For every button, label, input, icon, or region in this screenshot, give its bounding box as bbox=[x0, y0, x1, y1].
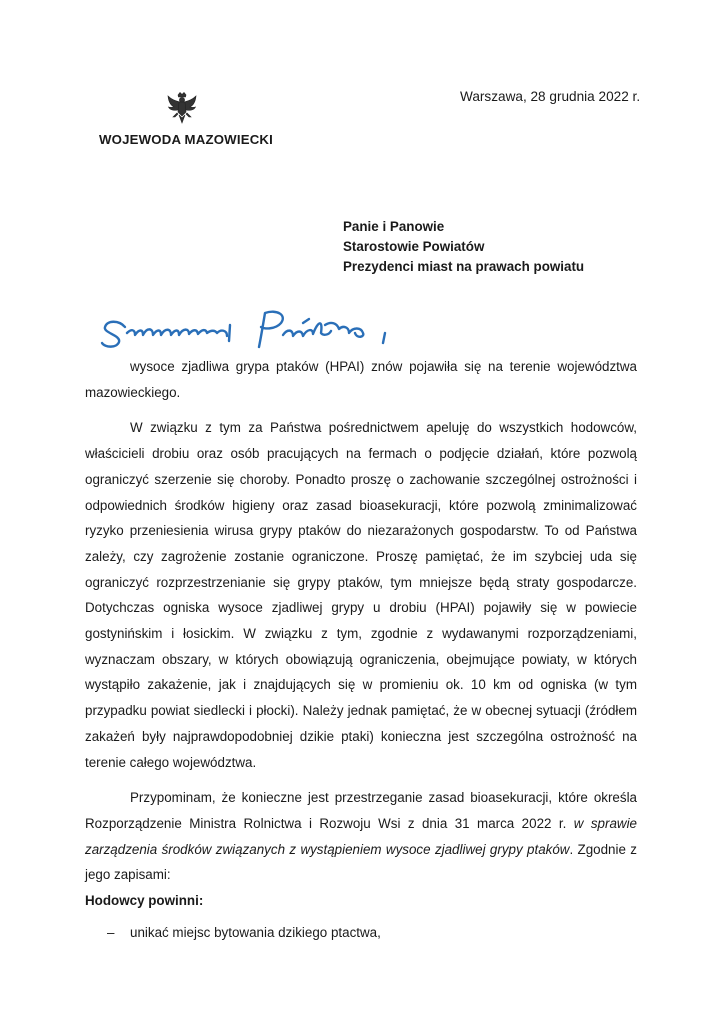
list-item-text: unikać miejsc bytowania dzikiego ptactwa, bbox=[130, 924, 381, 940]
addressee-block bbox=[343, 217, 584, 277]
paragraph-3-start: Przypominam, że konieczne jest przestrzeganie zasad bioasekuracji, które określa Rozporządzenie Ministra Rolnictwa i Rozwoju Wsi z dnia 31 marca 2022 r. bbox=[85, 790, 637, 831]
paragraph-1: wysoce zjadliwa grypa ptaków (HPAI) znów pojawiła się na terenie województwa mazowieckiego. bbox=[85, 359, 637, 400]
addressee-line: Prezydenci miast na prawach powiatu bbox=[343, 259, 585, 274]
guideline-list bbox=[85, 920, 637, 946]
addressee-line: Starostowie Powiatów bbox=[343, 239, 485, 254]
office-title: WOJEWODA MAZOWIECKI bbox=[99, 132, 274, 147]
list-dash: – bbox=[107, 924, 115, 940]
handwritten-salutation-drawing bbox=[99, 303, 419, 355]
list-item bbox=[85, 920, 637, 946]
section-heading: Hodowcy powinni: bbox=[85, 893, 204, 909]
letter-body bbox=[85, 354, 637, 945]
addressee-line: Panie i Panowie bbox=[343, 219, 445, 234]
handwritten-salutation bbox=[99, 303, 419, 355]
paragraph-2: W związku z tym za Państwa pośrednictwem apeluję do wszystkich hodowców, właścicieli drobiu oraz osób pracujących na fermach o podjęcie działań, które pozwolą ograniczyć szerzenie się choroby. Ponadto proszę o zachowanie szczególnej ostrożności i odpowiednich środków higieny oraz zasad bioasekuracji, które pozwolą zminimalizować ryzyko przeniesienia wirusa grypy ptaków do niezarażonych gospodarstw. To od Państwa zależy, czy zagrożenie zostanie ograniczone. Proszę pamiętać, że im szybciej uda się ograniczyć rozprzestrzenianie się grypy ptaków, tym mniejsze będą straty gospodarcze. Dotychczas ogniska wysoce zjadliwej grypy u drobiu (HPAI) pojawiły się w powiecie gostynińskim i łosickim. W związku z tym, zgodnie z wydawanymi rozporządzeniami, wyznaczam obszary, w których obowiązują ograniczenia, obejmujące powiaty, w których wystąpiło zakażenie, jak i znajdujących się w promieniu ok. 10 km od ogniska (w tym przypadku powiat siedlecki i płocki). Należy jednak pamiętać, że w obecnej sytuacji (źródłem zakażeń były najprawdopodobniej dzikie ptaki) konieczna jest szczególna ostrożność na terenie całego województwa. bbox=[85, 420, 637, 770]
paragraph-3-end: . Zgodnie z jego zapisami: bbox=[85, 841, 637, 883]
paragraph-3 bbox=[85, 785, 637, 888]
polish-eagle-emblem-icon bbox=[166, 92, 198, 128]
letter-date: Warszawa, 28 grudnia 2022 r. bbox=[460, 89, 641, 104]
regulation-title: w sprawie zarządzenia środków związanych z wystąpieniem wysoce zjadliwej grypy ptaków bbox=[85, 815, 637, 857]
